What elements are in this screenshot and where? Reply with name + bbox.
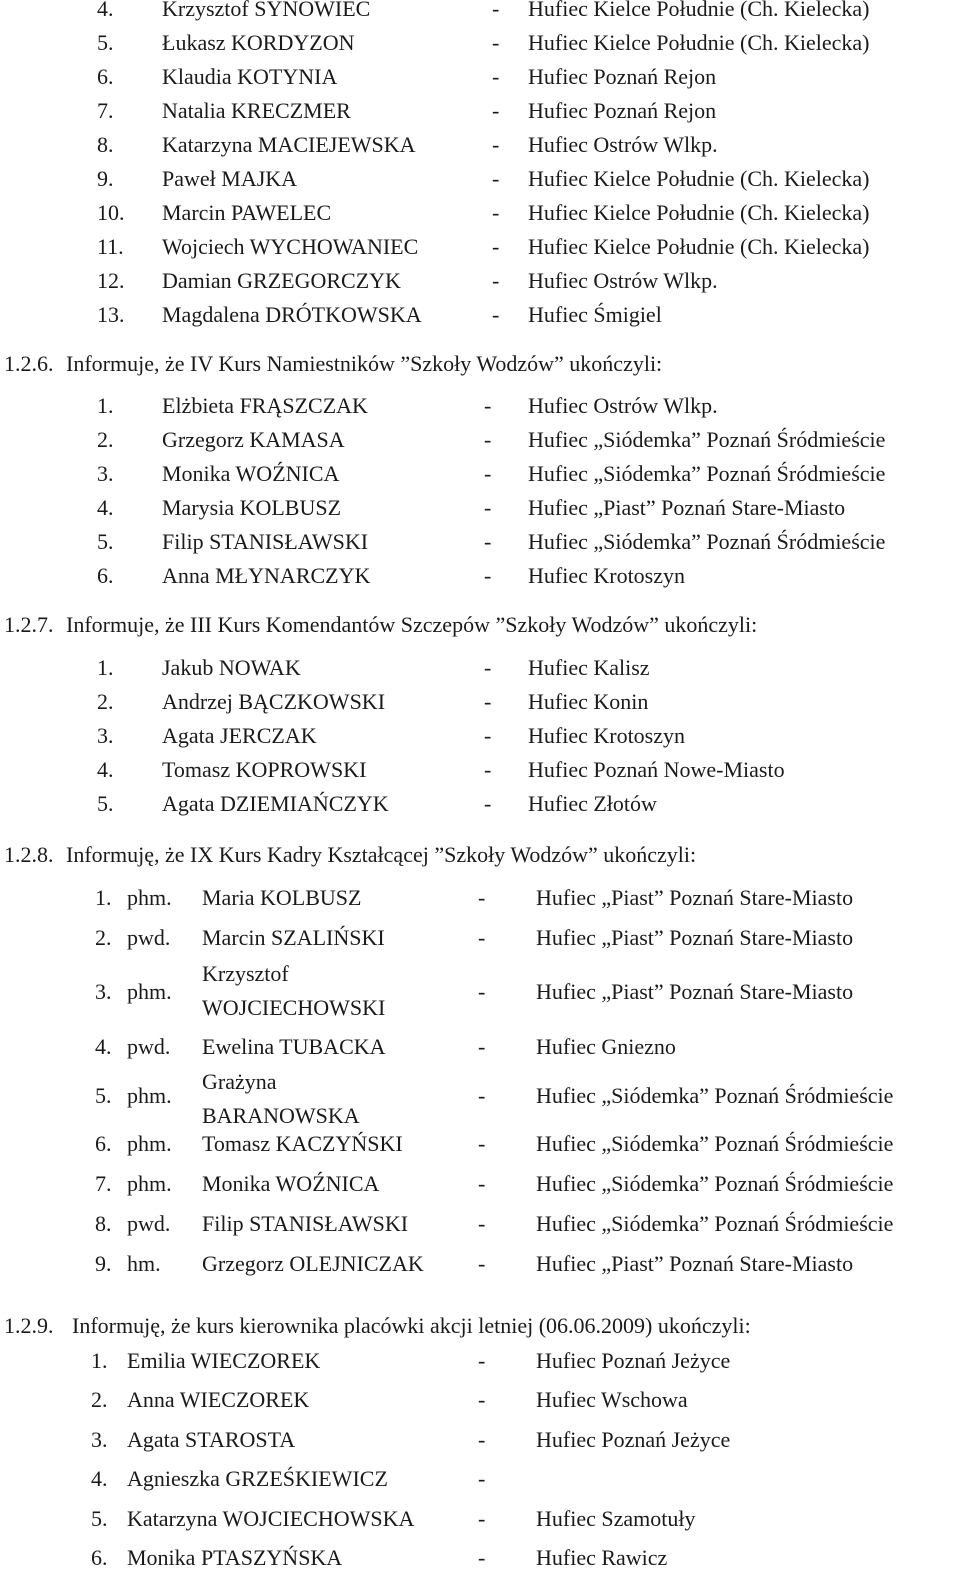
unit-name: Hufiec „Siódemka” Poznań Śródmieście [536,1131,894,1156]
unit-name: Hufiec „Siódemka” Poznań Śródmieście [536,1211,894,1236]
rank: pwd. [127,1211,171,1236]
dash: - [484,563,492,588]
dash: - [478,1034,486,1059]
member-name [202,959,385,1023]
member-name: Wojciech WYCHOWANIEC [162,234,419,259]
list-item [0,1253,960,1287]
section-number: 1.2.9. [4,1313,54,1338]
member-name: Filip STANISŁAWSKI [202,1211,409,1236]
unit-name: Hufiec Konin [528,689,649,714]
dash: - [478,1171,486,1196]
member-name: Monika WOŹNICA [162,461,340,486]
dash: - [484,427,492,452]
dash: - [478,1387,486,1412]
unit-name: Hufiec „Siódemka” Poznań Śródmieście [536,1083,894,1108]
dash: - [478,1211,486,1236]
unit-name: Hufiec Kalisz [528,655,650,680]
unit-name: Hufiec Poznań Rejon [528,98,717,123]
rank: phm. [127,1131,172,1156]
member-name: Katarzyna MACIEJEWSKA [162,132,416,157]
member-name: Klaudia KOTYNIA [162,64,338,89]
dash: - [478,1466,486,1491]
list-item [0,1213,960,1247]
item-number: 5. [91,1506,108,1531]
member-name: Paweł MAJKA [162,166,298,191]
item-number: 2. [91,1387,108,1412]
unit-name: Hufiec Kielce Południe (Ch. Kielecka) [528,200,870,225]
rank: hm. [127,1251,161,1276]
member-name: Anna WIECZOREK [127,1387,310,1412]
dash: - [478,1348,486,1373]
member-name: Monika PTASZYŃSKA [127,1545,343,1570]
list-item [0,463,960,497]
item-number: 3. [91,1427,108,1452]
item-number: 1. [97,655,114,680]
unit-name: Hufiec Poznań Jeżyce [536,1427,731,1452]
member-name: Katarzyna WOJCIECHOWSKA [127,1506,415,1531]
item-number: 4. [95,1034,112,1059]
list-item [0,759,960,793]
list-item [0,134,960,168]
list-item [0,1389,960,1423]
unit-name: Hufiec Krotoszyn [528,563,686,588]
item-number: 13. [97,302,125,327]
item-number: 8. [97,132,114,157]
list-item [0,1133,960,1167]
unit-name: Hufiec Poznań Nowe-Miasto [528,757,785,782]
section-text: Informuję, że IX Kurs Kadry Kształcącej ”Szkoły Wodzów” ukończyli: [66,842,697,867]
member-name: Grzegorz OLEJNICZAK [202,1251,424,1276]
section-text: Informuje, że IV Kurs Namiestników ”Szkoły Wodzów” ukończyli: [66,351,663,376]
unit-name: Hufiec Kielce Południe (Ch. Kielecka) [528,0,870,21]
unit-name: Hufiec Kielce Południe (Ch. Kielecka) [528,166,870,191]
list-item [0,304,960,338]
list-item [0,1468,960,1502]
member-name: Damian GRZEGORCZYK [162,268,401,293]
member-name: Anna MŁYNARCZYK [162,563,371,588]
item-number: 7. [95,1171,112,1196]
dash: - [492,30,500,55]
list-item [0,497,960,531]
unit-name: Hufiec Poznań Rejon [528,64,717,89]
item-number: 2. [95,925,112,950]
unit-name: Hufiec Rawicz [536,1545,668,1570]
name-line: Grażyna [202,1069,277,1094]
item-number: 6. [97,563,114,588]
dash: - [492,64,500,89]
member-name: Monika WOŹNICA [202,1171,380,1196]
dash: - [478,885,486,910]
dash: - [492,200,500,225]
member-name: Filip STANISŁAWSKI [162,529,369,554]
name-line: BARANOWSKA [202,1103,360,1128]
name-line: WOJCIECHOWSKI [202,995,386,1020]
section-number: 1.2.8. [4,842,54,867]
item-number: 3. [95,979,112,1004]
dash: - [492,268,500,293]
section-number: 1.2.6. [4,351,54,376]
list-item [0,981,960,1015]
dash: - [484,757,492,782]
section-text: Informuję, że kurs kierownika placówki akcji letniej (06.06.2009) ukończyli: [72,1313,751,1338]
item-number: 5. [95,1083,112,1108]
unit-name: Hufiec Poznań Jeżyce [536,1348,731,1373]
dash: - [478,1545,486,1570]
list-item [0,202,960,236]
unit-name: Hufiec Wschowa [536,1387,688,1412]
unit-name: Hufiec „Siódemka” Poznań Śródmieście [536,1171,894,1196]
member-name: Ewelina TUBACKA [202,1034,386,1059]
dash: - [484,461,492,486]
dash: - [478,1251,486,1276]
list-item [0,1547,960,1581]
item-number: 12. [97,268,125,293]
item-number: 1. [95,885,112,910]
item-number: 3. [97,723,114,748]
member-name: Elżbieta FRĄSZCZAK [162,393,368,418]
unit-name: Hufiec Kielce Południe (Ch. Kielecka) [528,30,870,55]
rank: phm. [127,979,172,1004]
item-number: 4. [97,0,114,21]
section-number: 1.2.7. [4,612,54,637]
member-name: Agata JERCZAK [162,723,317,748]
item-number: 4. [97,495,114,520]
member-name: Marcin PAWELEC [162,200,332,225]
item-number: 5. [97,791,114,816]
rank: phm. [127,1083,172,1108]
member-name: Marcin SZALIŃSKI [202,925,385,950]
list-item [0,887,960,921]
unit-name: Hufiec Krotoszyn [528,723,686,748]
list-item [0,429,960,463]
list-item [0,100,960,134]
dash: - [484,529,492,554]
member-name: Tomasz KACZYŃSKI [202,1131,403,1156]
unit-name: Hufiec „Piast” Poznań Stare-Miasto [536,925,854,950]
item-number: 1. [97,393,114,418]
member-name: Tomasz KOPROWSKI [162,757,367,782]
dash: - [492,234,500,259]
rank: phm. [127,885,172,910]
unit-name: Hufiec „Piast” Poznań Stare-Miasto [528,495,846,520]
dash: - [478,1083,486,1108]
list-item [0,1036,960,1070]
list-item [0,1173,960,1207]
rank: phm. [127,1171,172,1196]
item-number: 6. [95,1131,112,1156]
unit-name: Hufiec „Piast” Poznań Stare-Miasto [536,979,854,1004]
item-number: 6. [97,64,114,89]
list-item [0,657,960,691]
list-item [0,66,960,100]
list-item [0,270,960,304]
list-item [0,531,960,565]
unit-name: Hufiec „Siódemka” Poznań Śródmieście [528,427,886,452]
list-item [0,168,960,202]
dash: - [492,166,500,191]
list-item [0,1508,960,1542]
dash: - [478,979,486,1004]
unit-name: Hufiec „Piast” Poznań Stare-Miasto [536,1251,854,1276]
member-name: Emilia WIECZOREK [127,1348,321,1373]
list-item [0,32,960,66]
unit-name: Hufiec „Siódemka” Poznań Śródmieście [528,461,886,486]
list-item [0,793,960,827]
member-name: Krzysztof SYNOWIEC [162,0,371,21]
item-number: 10. [97,200,125,225]
unit-name: Hufiec Kielce Południe (Ch. Kielecka) [528,234,870,259]
member-name: Jakub NOWAK [162,655,301,680]
member-name [202,1067,360,1131]
list-item [0,0,960,32]
unit-name: Hufiec Śmigiel [528,302,662,327]
section-text: Informuje, że III Kurs Komendantów Szczepów ”Szkoły Wodzów” ukończyli: [66,612,758,637]
list-item [0,1085,960,1119]
list-item [0,565,960,599]
dash: - [492,98,500,123]
dash: - [484,655,492,680]
dash: - [492,0,500,21]
member-name: Magdalena DRÓTKOWSKA [162,302,422,327]
unit-name: Hufiec Ostrów Wlkp. [528,393,718,418]
unit-name: Hufiec Ostrów Wlkp. [528,132,718,157]
item-number: 4. [91,1466,108,1491]
member-name: Agnieszka GRZEŚKIEWICZ [127,1466,388,1491]
member-name: Andrzej BĄCZKOWSKI [162,689,386,714]
item-number: 4. [97,757,114,782]
item-number: 8. [95,1211,112,1236]
list-item [0,1350,960,1384]
list-item [0,236,960,270]
dash: - [478,1506,486,1531]
item-number: 9. [95,1251,112,1276]
item-number: 9. [97,166,114,191]
dash: - [478,1427,486,1452]
member-name: Grzegorz KAMASA [162,427,345,452]
dash: - [484,791,492,816]
dash: - [484,495,492,520]
rank: pwd. [127,1034,171,1059]
dash: - [484,689,492,714]
member-name: Maria KOLBUSZ [202,885,362,910]
dash: - [478,925,486,950]
list-item [0,1429,960,1463]
unit-name: Hufiec Złotów [528,791,657,816]
rank: pwd. [127,925,171,950]
item-number: 2. [97,427,114,452]
dash: - [478,1131,486,1156]
member-name: Agata STAROSTA [127,1427,296,1452]
list-item [0,927,960,961]
unit-name: Hufiec Ostrów Wlkp. [528,268,718,293]
item-number: 6. [91,1545,108,1570]
dash: - [484,723,492,748]
member-name: Agata DZIEMIAŃCZYK [162,791,389,816]
list-item [0,395,960,429]
unit-name: Hufiec Gniezno [536,1034,676,1059]
item-number: 5. [97,30,114,55]
dash: - [492,132,500,157]
dash: - [484,393,492,418]
list-item [0,691,960,725]
dash: - [492,302,500,327]
unit-name: Hufiec Szamotuły [536,1506,696,1531]
name-line: Krzysztof [202,961,289,986]
item-number: 11. [97,234,124,259]
item-number: 7. [97,98,114,123]
item-number: 2. [97,689,114,714]
unit-name: Hufiec „Siódemka” Poznań Śródmieście [528,529,886,554]
unit-name: Hufiec „Piast” Poznań Stare-Miasto [536,885,854,910]
member-name: Łukasz KORDYZON [162,30,355,55]
member-name: Natalia KRECZMER [162,98,351,123]
list-item [0,725,960,759]
item-number: 5. [97,529,114,554]
item-number: 3. [97,461,114,486]
member-name: Marysia KOLBUSZ [162,495,342,520]
item-number: 1. [91,1348,108,1373]
